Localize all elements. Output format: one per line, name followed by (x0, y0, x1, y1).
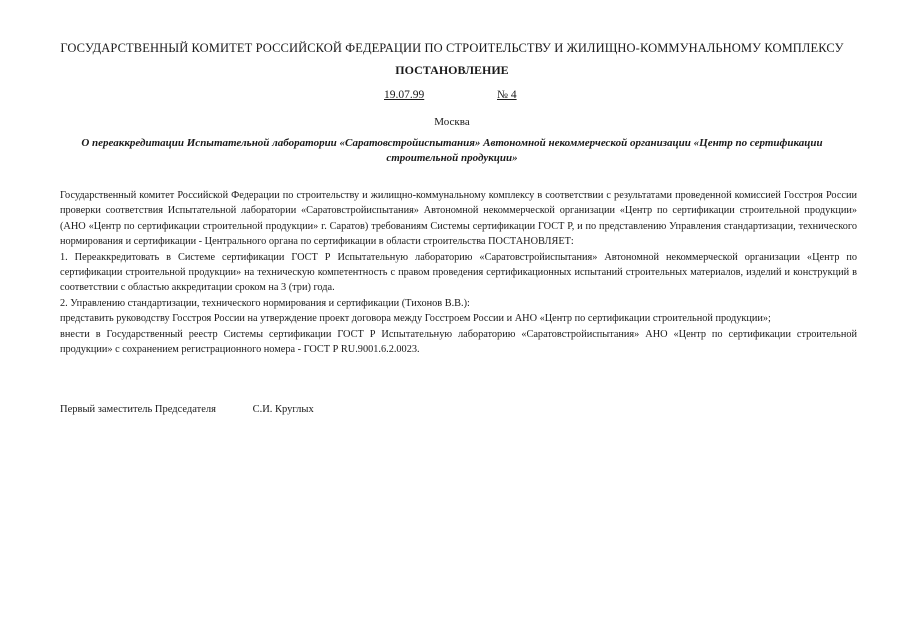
document-city: Москва (434, 116, 470, 128)
issuing-agency: ГОСУДАРСТВЕННЫЙ КОМИТЕТ РОССИЙСКОЙ ФЕДЕРАЦИИ ПО СТРОИТЕЛЬСТВУ И ЖИЛИЩНО-КОММУНАЛЬНОМУ КОМПЛЕКСУ (60, 41, 844, 55)
document-date: 19.07.99 (384, 89, 425, 101)
signatory-name: С.И. Круглых (252, 404, 314, 415)
document-title: О переаккредитации Испытательной лаборатории «Саратовстройиспытания» Автономной некоммерческой организации «Центр по сертификации строительной продукции» (81, 137, 823, 164)
document-number: № 4 (497, 89, 517, 101)
signatory-position: Первый заместитель Председателя (60, 404, 216, 415)
body-paragraph: 2. Управлению стандартизации, технического нормирования и сертификации (Тихонов В.В.): (60, 297, 470, 309)
body-paragraph: представить руководству Госстроя России на утверждение проект договора между Госстроем России и АНО «Центр по сертификации строительной продукции»; (60, 313, 771, 325)
document-type: ПОСТАНОВЛЕНИЕ (395, 63, 509, 77)
body-paragraph: Государственный комитет Российской Федерации по строительству и жилищно-коммунальному комплексу в соответствии с результатами проведенной комиссией Госстроя России проверки соответствия Испытательной лаборатории «Саратовстройиспытания» Автономной некоммерческой организации «Центр по сертификации строительной продукции» (АНО «Центр по сертификации строительной продукции» г. Саратов) требованиям Системы сертификации ГОСТ Р, и по представлению Управления стандартизации, технического нормирования и сертификации - Центрального органа по сертификации в области строительства ПОСТАНОВЛЯЕТ: (60, 190, 857, 248)
document-body (60, 188, 857, 357)
signature-block (60, 404, 314, 415)
body-paragraph: 1. Переаккредитовать в Системе сертификации ГОСТ Р Испытательную лабораторию «Саратовстройиспытания» Автономной некоммерческой организации «Центр по сертификации строительной продукции» на техническую компетентность с правом проведения сертификационных испытаний строительных материалов, изделий и конструкций в соответствии с областью аккредитации сроком на 3 (три) года. (60, 251, 857, 294)
body-paragraph: внести в Государственный реестр Системы сертификации ГОСТ Р Испытательную лабораторию «Саратовстройиспытания» АНО «Центр по сертификации строительной продукции» с сохранением регистрационного номера - ГОСТ Р RU.9001.6.2.0023. (60, 328, 857, 356)
